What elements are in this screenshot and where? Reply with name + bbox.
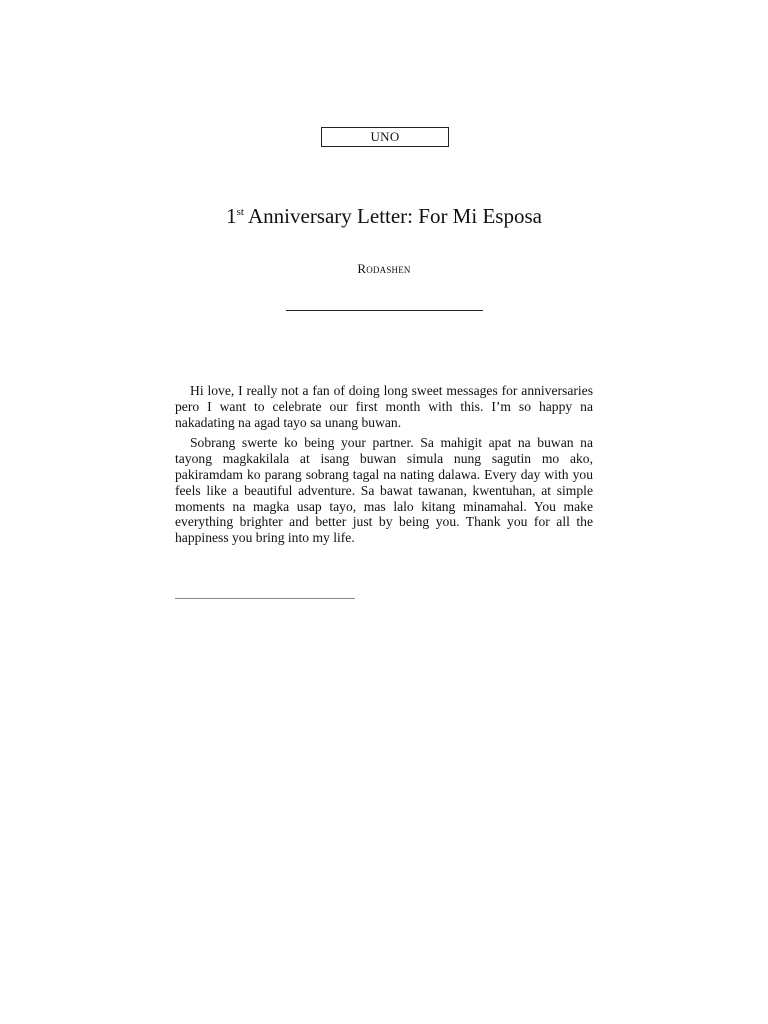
letter-body [175, 383, 593, 551]
chapter-label: UNO [321, 127, 449, 147]
paragraph: Hi love, I really not a fan of doing long sweet messages for anniversaries pero I want to celebrate our first month with this. I’m so happy na nakadating na agad tayo sa unang buwan. [175, 383, 593, 430]
title-text: Anniversary Letter: For Mi Esposa [243, 204, 542, 228]
page-title [0, 200, 768, 232]
footnote-divider [175, 598, 355, 599]
title-divider [286, 310, 483, 311]
author-name: Rodashen [357, 261, 411, 276]
title-ordinal-number: 1 [226, 204, 237, 228]
title-ordinal-suffix: st [236, 206, 244, 218]
paragraph: Sobrang swerte ko being your partner. Sa mahigit apat na buwan na tayong magkakilala at isang buwan simula nung sagutin mo ako, pakiramdam ko parang sobrang tagal na nating dalawa. Every day with you feels like a beautiful adventure. Sa bawat tawanan, kwentuhan, at simple moments na magka usap tayo, mas lalo kitang minamahal. You make everything brighter and better just by being you. Thank you for all the happiness you bring into my life. [175, 435, 593, 546]
